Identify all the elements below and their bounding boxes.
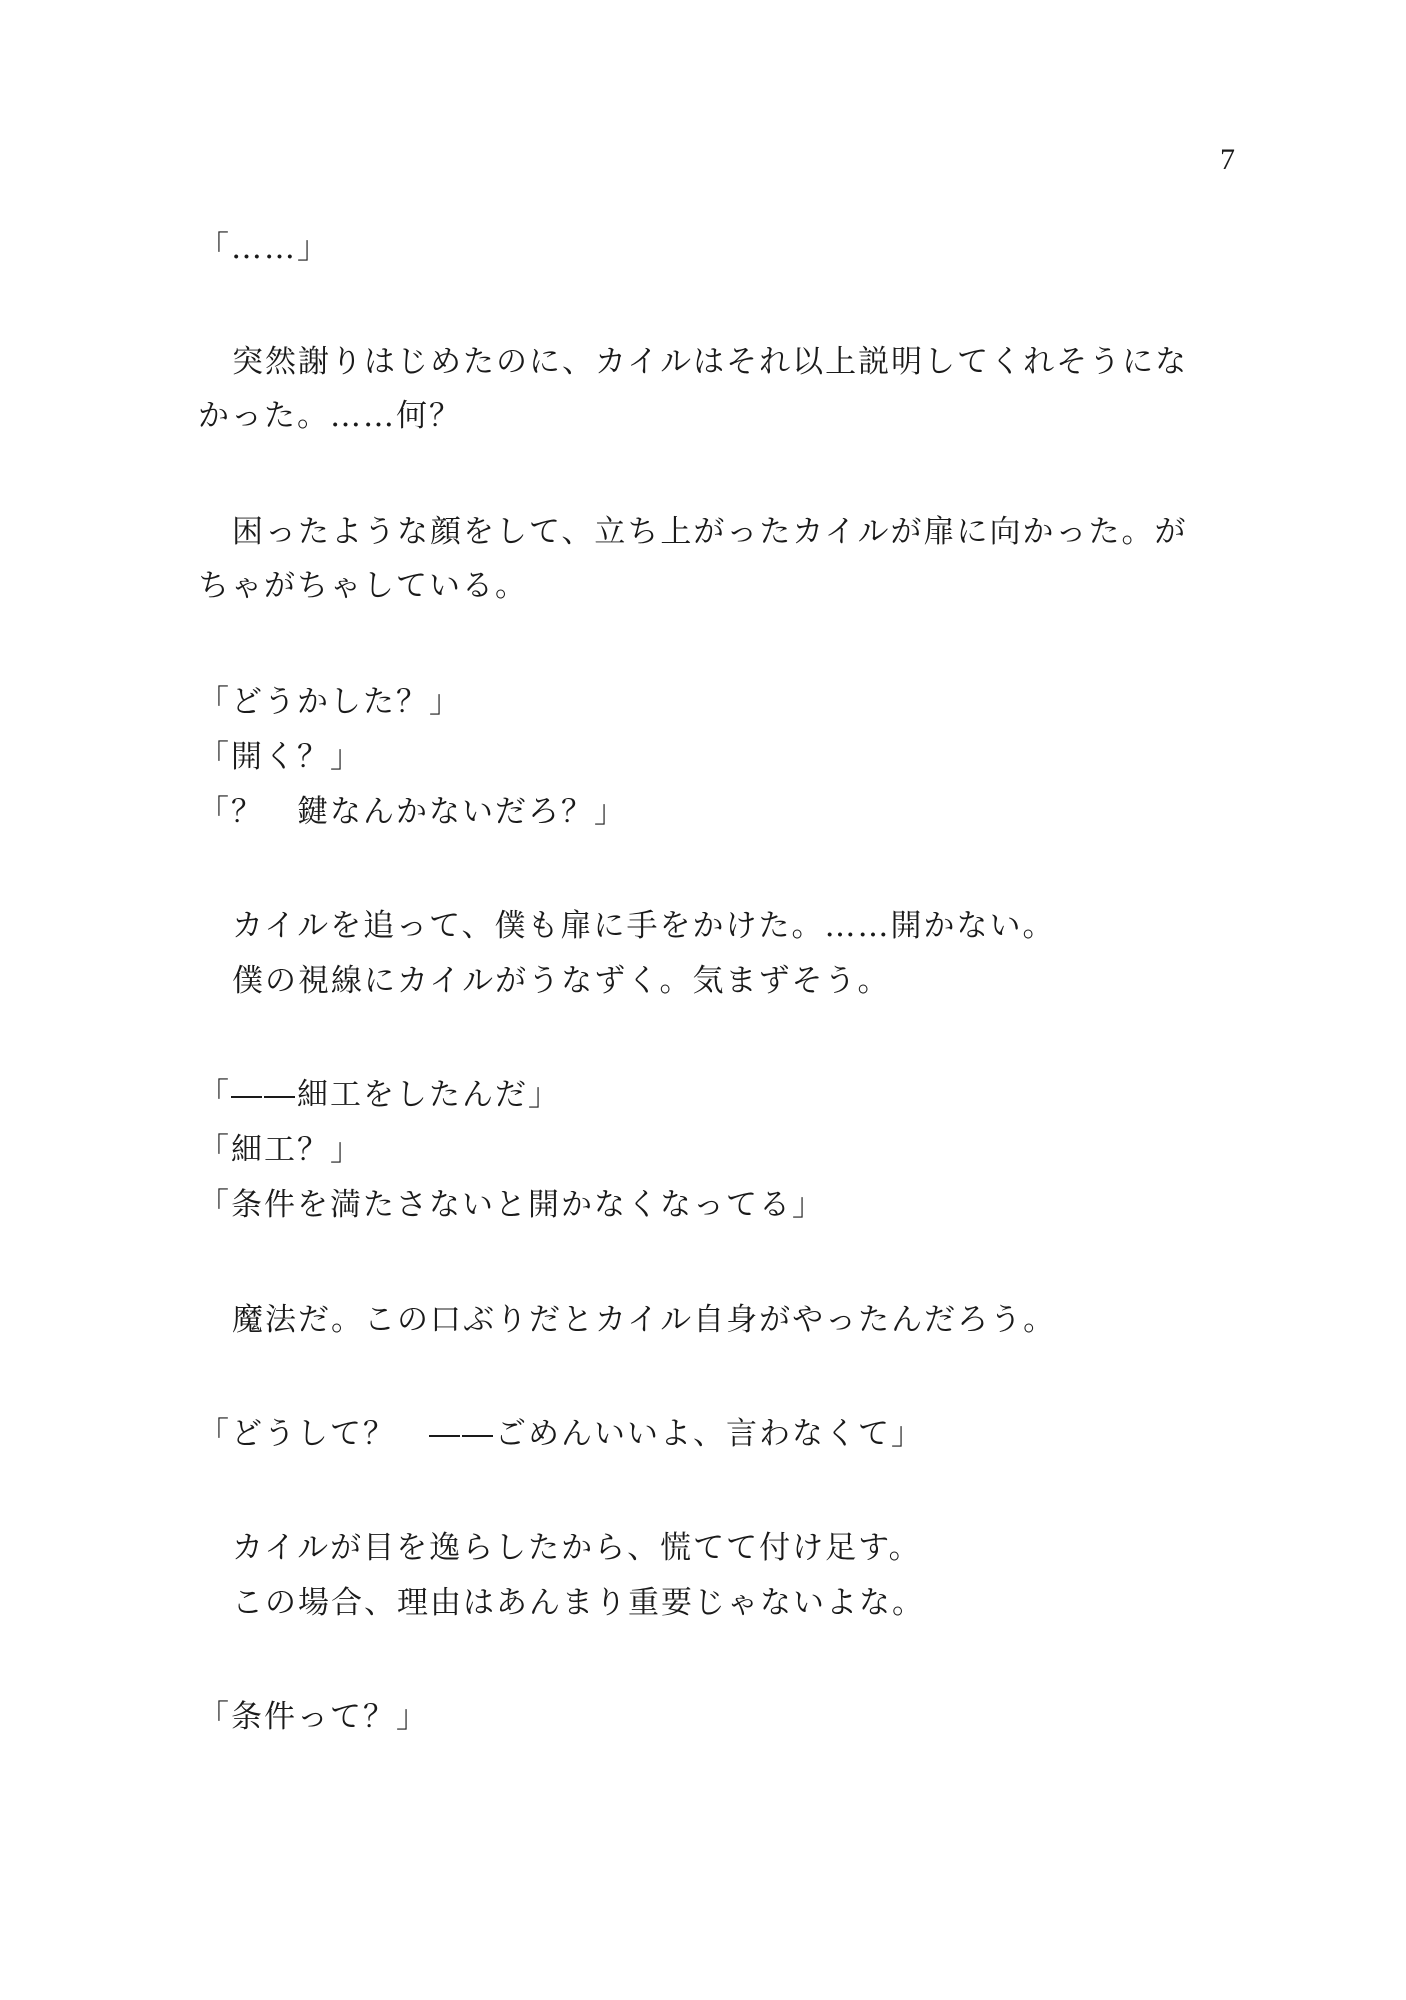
dialogue-line: 「条件を満たさないと開かなくなってる」	[198, 1187, 825, 1223]
narration-line: ちゃがちゃしている。	[198, 568, 528, 604]
dialogue-line: 「どうかした？」	[198, 684, 462, 720]
narration-line: かった。……何？	[198, 398, 462, 434]
narration-line: 突然謝りはじめたのに、カイルはそれ以上説明してくれそうにな	[232, 344, 1189, 380]
narration-line: カイルが目を逸らしたから、慌てて付け足す。	[232, 1530, 922, 1566]
narration-line: カイルを追って、僕も扉に手をかけた。……開かない。	[232, 908, 1056, 944]
narration-line: 困ったような顔をして、立ち上がったカイルが扉に向かった。が	[232, 514, 1188, 550]
dialogue-line: 「……」	[198, 230, 330, 266]
page-number: 7	[1220, 143, 1235, 176]
dialogue-line: 「どうして？ ――ごめんいいよ、言わなくて」	[198, 1416, 924, 1452]
dialogue-line: 「開く？」	[198, 739, 363, 775]
dialogue-line: 「――細工をしたんだ」	[198, 1077, 561, 1113]
dialogue-line: 「条件って？」	[198, 1699, 429, 1735]
dialogue-line: 「細工？」	[198, 1132, 363, 1168]
narration-line: 僕の視線にカイルがうなずく。気まずそう。	[232, 963, 891, 999]
narration-line: 魔法だ。この口ぶりだとカイル自身がやったんだろう。	[232, 1302, 1057, 1338]
narration-line: この場合、理由はあんまり重要じゃないよな。	[232, 1585, 925, 1621]
dialogue-line: 「？ 鍵なんかないだろ？」	[198, 794, 627, 830]
